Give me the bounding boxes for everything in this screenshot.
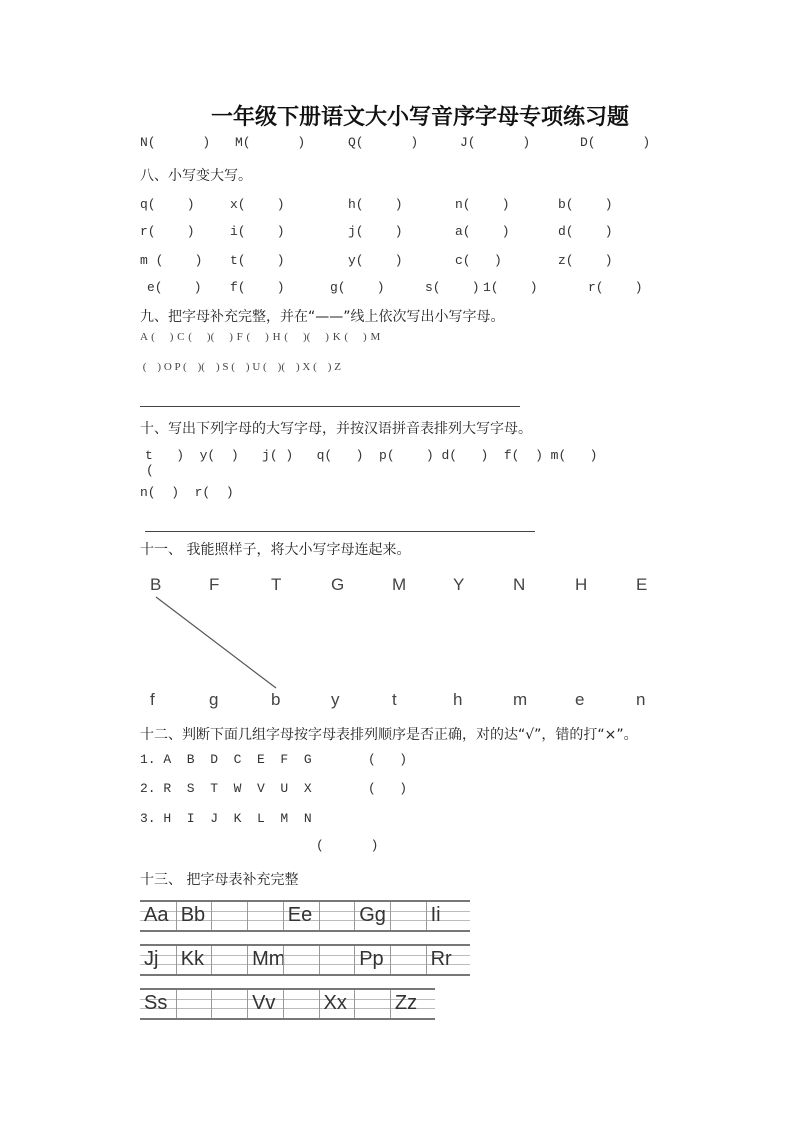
- uppercase-letter: B: [150, 575, 162, 594]
- uppercase-item: Q( ): [348, 135, 419, 150]
- lowercase-item: e( ): [147, 280, 202, 295]
- lowercase-item: h( ): [348, 197, 403, 212]
- lowercase-letter: e: [575, 690, 585, 709]
- uppercase-letter: E: [636, 575, 648, 594]
- alphabet-letter-pair: Ii: [430, 904, 441, 926]
- uppercase-item: J( ): [460, 135, 531, 150]
- page-title: 一年级下册语文大小写音序字母专项练习题: [210, 105, 629, 130]
- alphabet-letter-pair: Aa: [144, 904, 169, 926]
- uppercase-letter: F: [209, 575, 220, 594]
- answer-blank: ( ): [368, 752, 408, 767]
- lowercase-letter: h: [453, 690, 463, 709]
- alphabet-letter-pair: Xx: [323, 992, 347, 1014]
- section-10-line-1: t ) y( ) j( ) q( ) p( ) d( ) f( ) m( ): [145, 448, 598, 463]
- judge-item: 2. R S T W V U X: [140, 781, 312, 796]
- answer-blank: ( ): [368, 781, 408, 796]
- lowercase-item: i( ): [230, 224, 285, 239]
- alphabet-letter-pair: Kk: [180, 948, 205, 970]
- alphabet-letter-pair: Vv: [252, 992, 276, 1014]
- uppercase-letter: Y: [453, 575, 465, 594]
- lowercase-letter: n: [636, 690, 646, 709]
- uppercase-letter: N: [513, 575, 526, 594]
- uppercase-item: D( ): [580, 135, 651, 150]
- alphabet-letter-pair: Mm: [252, 948, 286, 970]
- section-9-heading: 九、把字母补充完整，并在“——”线上依次写出小写字母。: [140, 309, 505, 325]
- section-10-heading: 十、写出下列字母的大写字母，并按汉语拼音表排列大写字母。: [140, 421, 532, 437]
- alphabet-letter-pair: Rr: [430, 948, 452, 970]
- section-10-line-2: n( ) r( ): [140, 485, 234, 500]
- uppercase-letter: M: [392, 575, 407, 594]
- lowercase-item: d( ): [558, 224, 613, 239]
- lowercase-letter: b: [271, 690, 281, 709]
- alphabet-letter-pair: Jj: [144, 948, 159, 970]
- alphabet-letter-pair: Zz: [394, 992, 418, 1014]
- section-9-line-1: A ( ) C ( )( ) F ( ) H ( )( ) K ( ) M: [140, 331, 381, 343]
- answer-blank: ( ): [316, 838, 379, 853]
- judge-item: 1. A B D C E F G: [140, 752, 312, 767]
- alphabet-letter-pair: Bb: [180, 904, 206, 926]
- lowercase-letter: f: [150, 690, 155, 709]
- lowercase-item: z( ): [558, 253, 613, 268]
- lowercase-letter: g: [209, 690, 219, 709]
- section-12-heading: 十二、判断下面几组字母按字母表排列顺序是否正确，对的达“√”，错的打“×”。: [140, 727, 638, 743]
- section-9-line-2: ( ) O P ( )( ) S ( ) U ( )( ) X ( ) Z: [140, 361, 341, 373]
- uppercase-letter: G: [331, 575, 345, 594]
- lowercase-item: a( ): [455, 224, 510, 239]
- lowercase-item: g( ): [330, 280, 385, 295]
- lowercase-item: j( ): [348, 224, 403, 239]
- judge-item: 3. H I J K L M N: [140, 811, 312, 826]
- lowercase-item: x( ): [230, 197, 285, 212]
- uppercase-letter: H: [575, 575, 588, 594]
- section-10-line-1-wrap: (: [146, 463, 154, 478]
- lowercase-letter: m: [513, 690, 528, 709]
- lowercase-item: t( ): [230, 253, 285, 268]
- lowercase-item: f( ): [230, 280, 285, 295]
- lowercase-item: c( ): [455, 253, 502, 268]
- uppercase-letter: T: [271, 575, 282, 594]
- alphabet-letter-pair: Ss: [144, 992, 168, 1014]
- lowercase-letter: y: [331, 690, 340, 709]
- alphabet-letter-pair: Gg: [359, 904, 386, 926]
- lowercase-item: y( ): [348, 253, 403, 268]
- alphabet-letter-pair: Pp: [359, 948, 384, 970]
- lowercase-item: b( ): [558, 197, 613, 212]
- lowercase-item: 1( ): [483, 280, 538, 295]
- section-8-heading: 八、小写变大写。: [140, 168, 252, 184]
- uppercase-item: M( ): [235, 135, 306, 150]
- section-13-heading: 十三、 把字母表补充完整: [140, 872, 299, 888]
- lowercase-letter: t: [392, 690, 397, 709]
- lowercase-item: m ( ): [140, 253, 203, 268]
- section-11-heading: 十一、 我能照样子，将大小写字母连起来。: [140, 542, 411, 558]
- lowercase-item: r( ): [588, 280, 643, 295]
- lowercase-item: q( ): [140, 197, 195, 212]
- lowercase-item: s( ): [425, 280, 480, 295]
- lowercase-item: r( ): [140, 224, 195, 239]
- lowercase-item: n( ): [455, 197, 510, 212]
- uppercase-item: N( ): [140, 135, 211, 150]
- alphabet-letter-pair: Ee: [287, 904, 313, 926]
